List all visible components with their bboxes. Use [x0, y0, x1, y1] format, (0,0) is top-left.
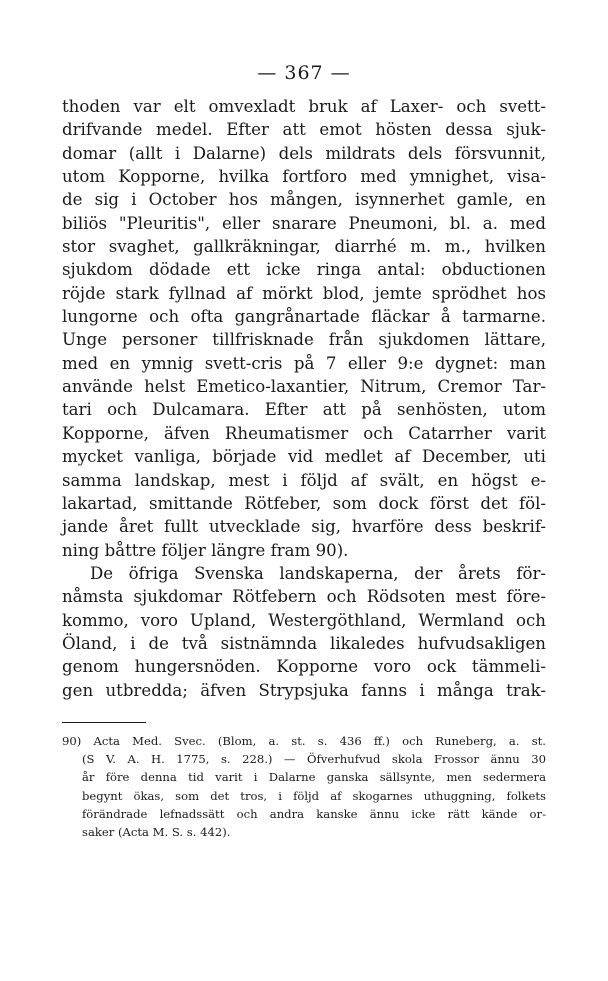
footnote-line: begynt ökas, som det tros, i följd af skogarnes uthuggning, folkets [82, 788, 546, 803]
text-line: röjde stark fyllnad af mörkt blod, jemte sprödhet hos [62, 283, 546, 303]
text-line: de sig i October hos mången, isynnerhet gamle, en [62, 190, 546, 210]
text-line: samma landskap, mest i följd af svält, en högst e- [62, 470, 546, 490]
text-line: jande året fullt utvecklade sig, hvarföre dess beskrif- [62, 517, 546, 537]
text-line: använde helst Emetico-laxantier, Nitrum, Cremor Tar- [62, 377, 546, 397]
text-line: mycket vanliga, började vid medlet af December, uti [62, 447, 546, 467]
footnote-line: 90) Acta Med. Svec. (Blom, a. st. s. 436 ff.) och Runeberg, a. st. [62, 734, 546, 748]
text-line: ning båttre följer längre fram 90). [62, 540, 349, 560]
text-line: utom Kopporne, hvilka fortforo med ymnighet, visa- [62, 167, 546, 187]
text-line: kommo, voro Upland, Westergöthland, Wermland och [62, 610, 546, 630]
text-line: stor svaghet, gallkräkningar, diarrhé m. m., hvilken [62, 237, 546, 257]
text-line: Kopporne, äfven Rheumatismer och Catarrher varit [62, 423, 546, 443]
text-line: Öland, i de två sistnämnda likaledes hufvudsakligen [62, 633, 546, 653]
footnote-line: år före denna tid varit i Dalarne ganska sällsynte, men sedermera [82, 770, 546, 785]
text-line: tari och Dulcamara. Efter att på senhösten, utom [62, 400, 546, 420]
text-line: thoden var elt omvexladt bruk af Laxer- och svett- [62, 97, 546, 116]
text-line: De öfriga Svenska landskaperna, der årets för- [90, 563, 546, 583]
footnotes [62, 732, 546, 841]
text-line: lakartad, smittande Rötfeber, som dock först det föl- [62, 493, 546, 513]
text-line: gen utbredda; äfven Strypsjuka fanns i många trak- [62, 680, 546, 700]
text-line: nåmsta sjukdomar Rötfebern och Rödsoten mest före- [62, 587, 546, 607]
text-line: Unge personer tillfrisknade från sjukdomen lättare, [62, 330, 546, 350]
text-line: lungorne och ofta gangrånartade fläckar å tarmarne. [62, 307, 546, 327]
footnote-line: (S V. A. H. 1775, s. 228.) — Öfverhufvud skola Frossor ännu 30 [82, 752, 546, 767]
body-text [62, 95, 546, 702]
text-line: genom hungersnöden. Kopporne voro ock tämmeli- [62, 657, 546, 677]
footnote-line: saker (Acta M. S. s. 442). [82, 824, 231, 839]
footnote-divider [62, 722, 146, 723]
text-line: biliös "Pleuritis", eller snarare Pneumoni, bl. a. med [62, 213, 546, 233]
text-line: domar (allt i Dalarne) dels mildrats dels försvunnit, [62, 143, 546, 163]
text-line: med en ymnig svett-cris på 7 eller 9:e dygnet: man [62, 353, 546, 373]
page-number: — 367 — [257, 62, 351, 84]
text-line: drifvande medel. Efter att emot hösten dessa sjuk- [62, 120, 546, 140]
footnote-line: förändrade lefnadssätt och andra kanske ännu icke rätt kände or- [82, 806, 546, 821]
text-line: sjukdom dödade ett icke ringa antal: obductionen [62, 260, 546, 280]
